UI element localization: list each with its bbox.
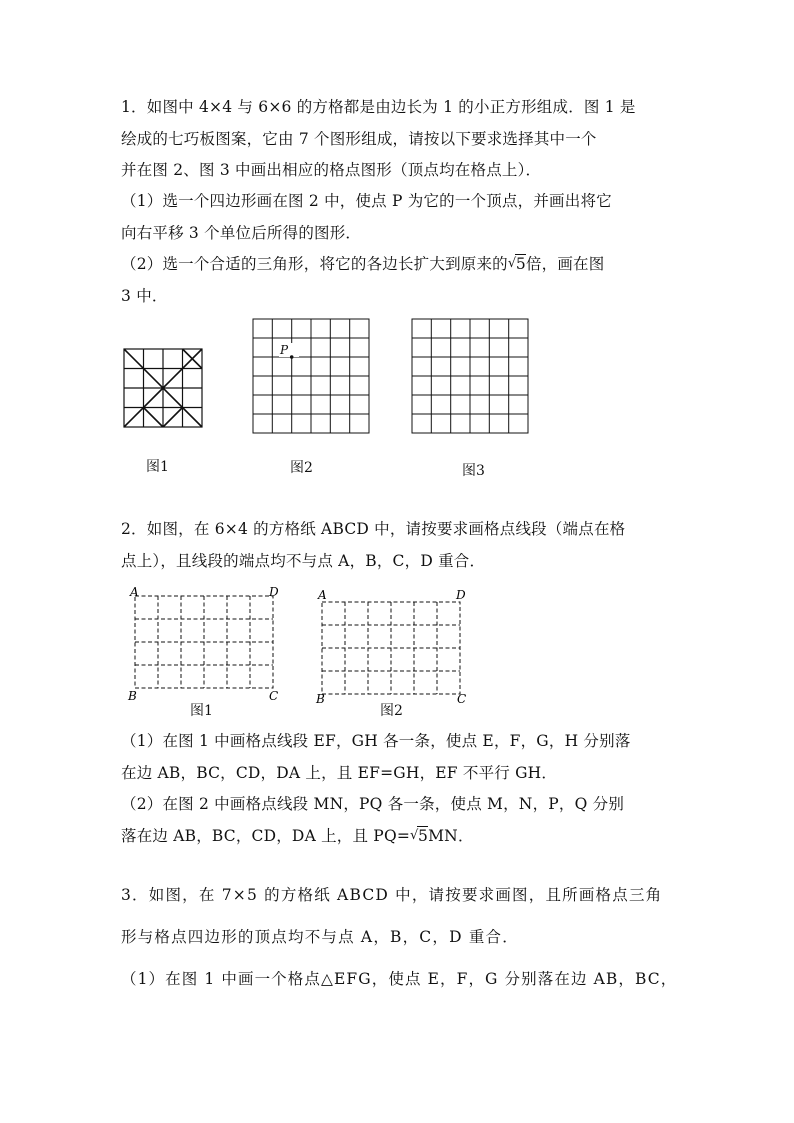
q1-caption-fig1: 图1 [146, 459, 169, 475]
q3-part1-line-1: （1）在图 1 中画一个格点△EFG，使点 E，F，G 分别落在边 AB，BC， [121, 970, 678, 988]
q1-part2-text-post: 倍，画在图 [525, 255, 605, 273]
sqrt-symbol: √ 5 [410, 827, 429, 845]
q3-line-1: 3．如图，在 7×5 的方格纸 ABCD 中，请按要求画图，且所画格点三角 [121, 886, 663, 904]
q1-line-1: 1．如图中 4×4 与 6×6 的方格都是由边长为 1 的小正方形组成．图 1 是 [121, 98, 636, 116]
q1-part2-text-pre: （2）选一个合适的三角形，将它的各边长扩大到原来的 [121, 255, 508, 273]
q2-caption-fig2: 图2 [380, 703, 403, 719]
q1-part2-line-1 [121, 252, 604, 274]
point-p-label: P [280, 343, 289, 357]
vertex-d-label: D [456, 588, 466, 602]
q2-line-2: 点上），且线段的端点均不与点 A，B，C，D 重合． [121, 552, 486, 570]
vertex-a-label: A [318, 588, 327, 602]
radicand: 5 [418, 827, 429, 845]
vertex-b-label: B [128, 689, 137, 703]
q1-line-3: 并在图 2、图 3 中画出相应的格点图形（顶点均在格点上）． [121, 161, 542, 179]
vertex-c-label: C [457, 692, 467, 706]
vertex-a-label: A [130, 585, 139, 599]
point-p-dot [290, 355, 294, 359]
q1-part1-line-1: （1）选一个四边形画在图 2 中，使点 P 为它的一个顶点，并画出将它 [121, 192, 612, 210]
q2-part2-text-pre: 落在边 AB，BC，CD，DA 上，且 PQ= [121, 827, 411, 845]
dashed-grid-figure-2 [313, 586, 475, 710]
q2-part2-text-post: MN． [428, 827, 474, 845]
q1-line-2: 绘成的七巧板图案，它由 7 个图形组成，请按以下要求选择其中一个 [121, 130, 597, 148]
grid-figure-2 [250, 316, 374, 438]
grid-figure-3 [409, 316, 533, 438]
vertex-b-label: B [316, 692, 325, 706]
tangram-figure [118, 343, 210, 433]
q2-part1-line-1: （1）在图 1 中画格点线段 EF，GH 各一条，使点 E，F，G，H 分别落 [121, 732, 631, 750]
vertex-d-label: D [269, 585, 279, 599]
q1-part2-line-2: 3 中． [121, 287, 168, 305]
q2-caption-fig1: 图1 [190, 703, 213, 719]
q2-part1-line-2: 在边 AB，BC，CD，DA 上，且 EF=GH，EF 不平行 GH． [121, 764, 558, 782]
dashed-grid-figure-1 [126, 584, 282, 708]
q2-part2-line-1: （2）在图 2 中画格点线段 MN，PQ 各一条，使点 M，N，P，Q 分别 [121, 795, 625, 813]
radicand: 5 [515, 255, 526, 273]
q2-line-1: 2．如图，在 6×4 的方格纸 ABCD 中，请按要求画格点线段（端点在格 [121, 520, 626, 538]
q1-part1-line-2: 向右平移 3 个单位后所得的图形． [121, 224, 362, 242]
q1-caption-fig3: 图3 [462, 463, 485, 479]
q1-caption-fig2: 图2 [290, 460, 313, 476]
vertex-c-label: C [269, 689, 279, 703]
q3-line-2: 形与格点四边形的顶点均不与点 A，B，C，D 重合． [121, 928, 519, 946]
q2-part2-line-2 [121, 824, 474, 846]
sqrt-symbol: √ 5 [507, 255, 526, 273]
